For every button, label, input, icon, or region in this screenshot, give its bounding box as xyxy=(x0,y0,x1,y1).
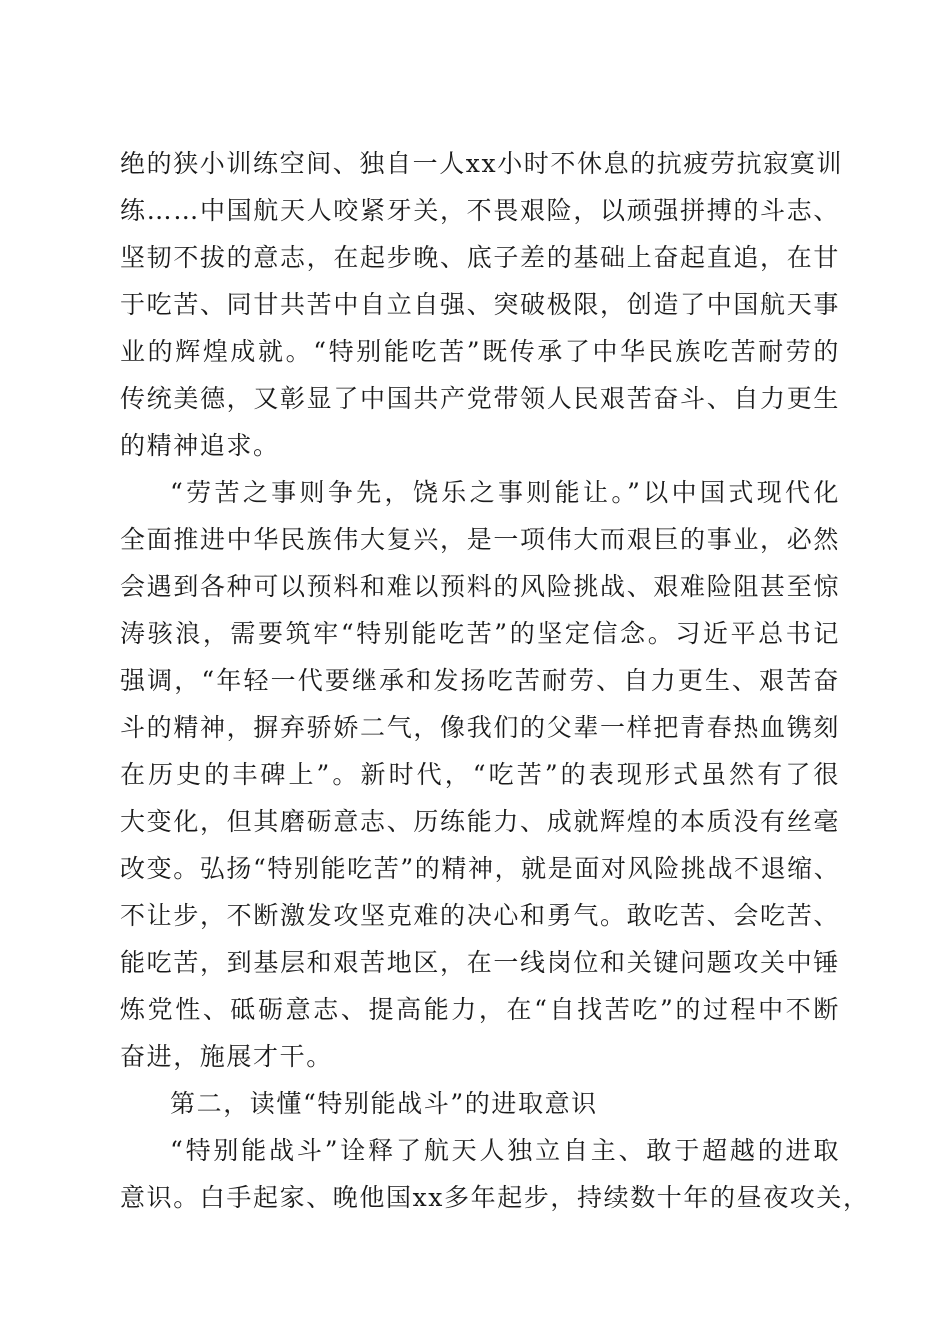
text-line: 能吃苦，到基层和艰苦地区，在一线岗位和关键问题攻关中锤 xyxy=(120,948,840,977)
text-line: 不让步，不断激发攻坚克难的决心和勇气。敢吃苦、会吃苦、 xyxy=(120,901,840,930)
text-line: 斗的精神，摒弃骄娇二气，像我们的父辈一样把青春热血镌刻 xyxy=(120,713,840,742)
text-line: 的精神追求。 xyxy=(120,431,280,460)
paragraph-first-line: “劳苦之事则争先，饶乐之事则能让。”以中国式现代化 xyxy=(170,478,840,507)
text-line: 奋进，施展才干。 xyxy=(120,1042,333,1071)
text-line: 绝的狭小训练空间、独自一人xx小时不休息的抗疲劳抗寂寞训 xyxy=(120,149,844,178)
text-line: 改变。弘扬“特别能吃苦”的精神，就是面对风险挑战不退缩、 xyxy=(120,854,841,883)
text-line: 会遇到各种可以预料和难以预料的风险挑战、艰难险阻甚至惊 xyxy=(120,572,840,601)
paragraph-first-line: “特别能战斗”诠释了航天人独立自主、敢于超越的进取 xyxy=(170,1136,840,1165)
text-line: 大变化，但其磨砺意志、历练能力、成就辉煌的本质没有丝毫 xyxy=(120,807,840,836)
text-line: 于吃苦、同甘共苦中自立自强、突破极限，创造了中国航天事 xyxy=(120,290,840,319)
text-line: 坚韧不拔的意志，在起步晚、底子差的基础上奋起直追，在甘 xyxy=(120,243,840,272)
text-line: 涛骇浪，需要筑牢“特别能吃苦”的坚定信念。习近平总书记 xyxy=(120,619,840,648)
text-line: 强调，“年轻一代要继承和发扬吃苦耐劳、自力更生、艰苦奋 xyxy=(120,666,840,695)
section-heading: 第二，读懂“特别能战斗”的进取意识 xyxy=(170,1089,598,1118)
text-line: 传统美德，又彰显了中国共产党带领人民艰苦奋斗、自力更生 xyxy=(120,384,840,413)
text-line: 业的辉煌成就。“特别能吃苦”既传承了中华民族吃苦耐劳的 xyxy=(120,337,840,366)
text-line: 炼党性、砥砺意志、提高能力，在“自找苦吃”的过程中不断 xyxy=(120,995,840,1024)
text-line: 在历史的丰碑上”。新时代，“吃苦”的表现形式虽然有了很 xyxy=(120,760,840,789)
text-line: 练……中国航天人咬紧牙关，不畏艰险，以顽强拼搏的斗志、 xyxy=(120,196,840,225)
text-line: 意识。白手起家、晚他国xx多年起步，持续数十年的昼夜攻关， xyxy=(120,1183,870,1212)
text-line: 全面推进中华民族伟大复兴，是一项伟大而艰巨的事业，必然 xyxy=(120,525,840,554)
